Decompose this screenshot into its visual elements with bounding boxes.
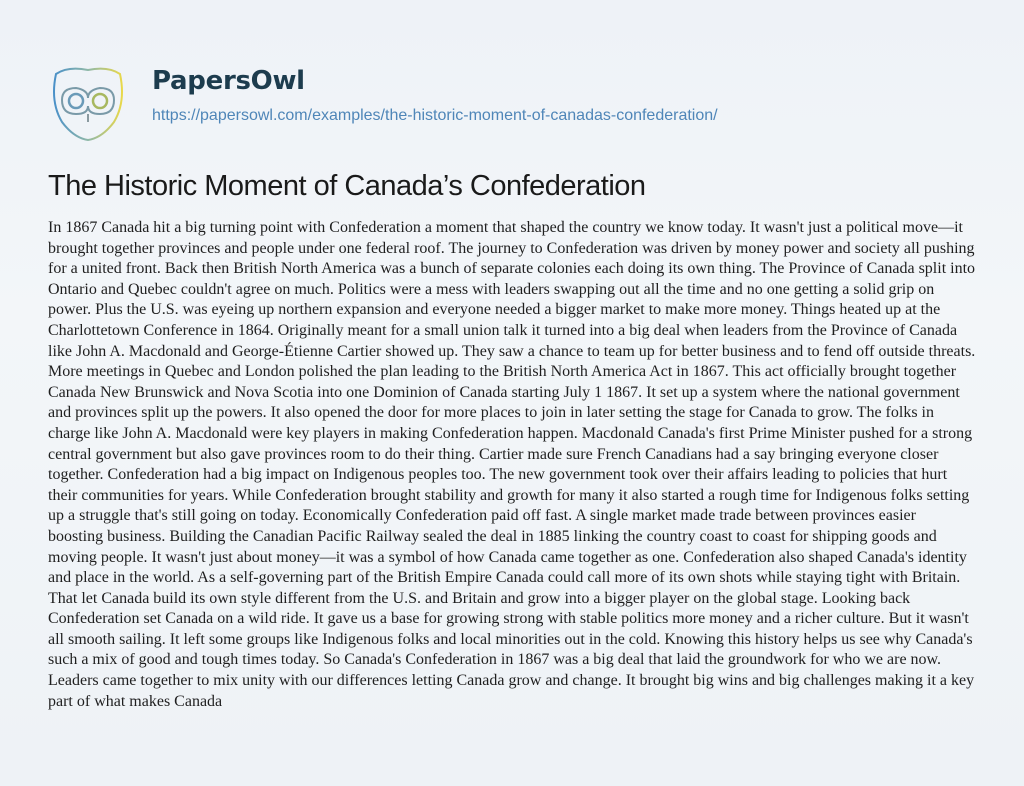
article-text-line: like John A. Macdonald and George-Étienne Cartier showed up. They saw a chance to team up for better business and to fend off outside threats. bbox=[48, 342, 976, 360]
article-text-line: their communities for years. While Confederation brought stability and growth for many it also started a rough time for Indigenous folks setting bbox=[48, 486, 970, 504]
article-text-line: Confederation set Canada on a wild ride. It gave us a base for growing strong with stable politics more money and a richer culture. But it wasn't bbox=[48, 610, 969, 628]
article-text-line: Charlottetown Conference in 1864. Originally meant for a small union talk it turned into a big deal when leaders from the Province of Canada bbox=[48, 321, 958, 339]
article-text-line: power. Plus the U.S. was eyeing up northern expansion and everyone needed a bigger market to make more money. Things heated up at the bbox=[48, 301, 941, 319]
owl-logo-icon bbox=[48, 62, 128, 142]
article-text-line: such a mix of good and tough times today. So Canada's Confederation in 1867 was a big deal that laid the groundwork for who we are now. bbox=[48, 651, 942, 669]
article-text-line: moving people. It wasn't just about money—it was a symbol of how Canada came together as one. Confederation also shaped Canada's identity bbox=[48, 548, 967, 566]
brand-name[interactable]: PapersOwl bbox=[152, 66, 305, 96]
article-text-line: and place in the world. As a self-governing part of the British Empire Canada could call more of its own shots while staying tight with Britain. bbox=[48, 569, 961, 587]
article-text-line: boosting business. Building the Canadian Pacific Railway sealed the deal in 1885 linking the country coast to coast for shipping goods and bbox=[48, 527, 937, 545]
article-text-line: up a struggle that's still going on today. Economically Confederation paid off fast. A single market made trade between provinces easier bbox=[48, 507, 916, 525]
article-text-line: charge like John A. Macdonald were key players in making Confederation happen. Macdonald Canada's first Prime Minister pushed for a strong bbox=[48, 424, 973, 442]
article-text-line: and provinces split up the powers. It also opened the door for more places to join in later setting the stage for Canada to grow. The folks in bbox=[48, 404, 934, 422]
article-text-line: for a united front. Back then British North America was a bunch of separate colonies each doing its own thing. The Province of Canada split into bbox=[48, 260, 976, 278]
article-url-link[interactable]: https://papersowl.com/examples/the-historic-moment-of-canadas-confederation/ bbox=[152, 107, 718, 124]
article-text-line: all smooth sailing. It left some groups like Indigenous folks and local minorities out in the cold. Knowing this history helps us see why Canada's bbox=[48, 630, 973, 648]
article-text-line: central government but also gave provinces room to do their thing. Cartier made sure French Canadians had a say bringing everyone closer bbox=[48, 445, 939, 463]
article-text-line: That let Canada build its own style different from the U.S. and Britain and grow into a bigger player on the global stage. Looking back bbox=[48, 589, 911, 607]
article-body bbox=[48, 218, 1018, 712]
article-text-line: Canada New Brunswick and Nova Scotia into one Dominion of Canada starting July 1 1867. It set up a system where the national government bbox=[48, 383, 960, 401]
article-text-line: More meetings in Quebec and London polished the plan leading to the British North America Act in 1867. This act officially brought together bbox=[48, 363, 957, 381]
page-title: The Historic Moment of Canada’s Confederation bbox=[48, 170, 646, 202]
article-text-line: together. Confederation had a big impact on Indigenous peoples too. The new government took over their affairs leading to policies that hurt bbox=[48, 466, 948, 484]
article-text-line: Ontario and Quebec couldn't agree on much. Politics were a mess with leaders swapping out all the time and no one getting a solid grip on bbox=[48, 280, 935, 298]
article-text-line: part of what makes Canada bbox=[48, 692, 223, 710]
article-text-line: Leaders came together to mix unity with our differences letting Canada grow and change. It brought big wins and big challenges making it a key bbox=[48, 672, 975, 690]
article-text-line: In 1867 Canada hit a big turning point with Confederation a moment that shaped the country we know today. It wasn't just a political move—it bbox=[48, 219, 963, 236]
article-text-line: brought together provinces and people under one federal roof. The journey to Confederation was driven by money power and society all pushing bbox=[48, 239, 975, 257]
